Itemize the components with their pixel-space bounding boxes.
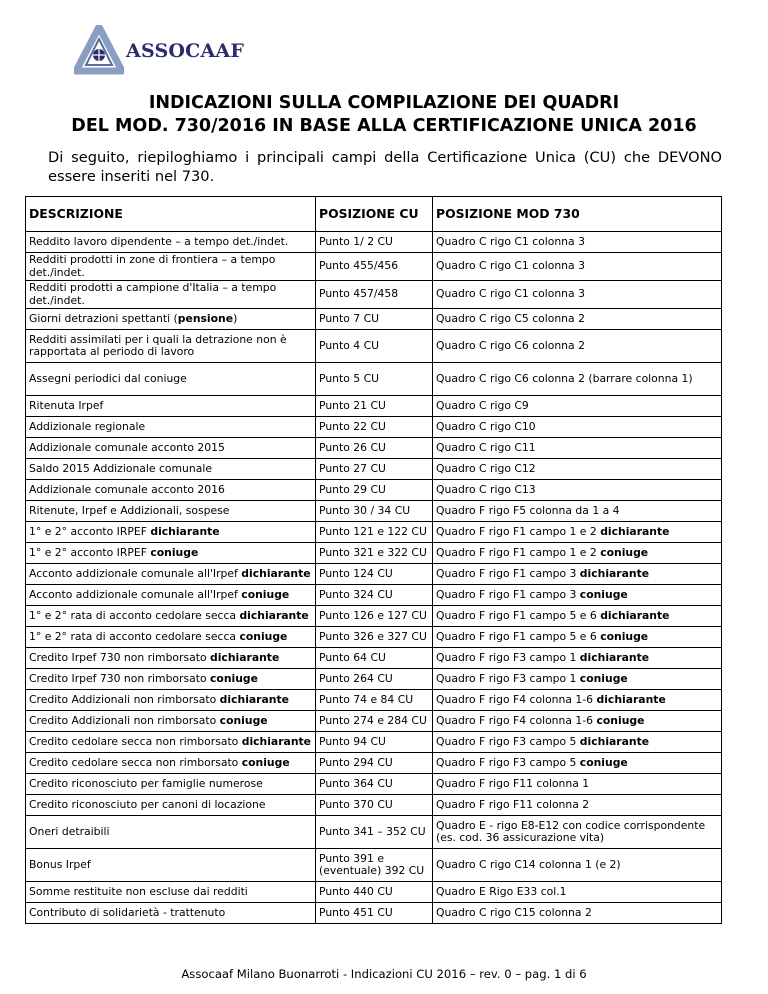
cell-descrizione	[26, 564, 316, 585]
cell-text: Oneri detraibili	[29, 824, 110, 838]
table-row	[26, 795, 722, 816]
cell-posizione-730	[433, 849, 722, 882]
bold-keyword: coniuge	[579, 587, 628, 601]
header-posizione-730: POSIZIONE MOD 730	[433, 197, 722, 232]
cell-posizione-cu: Punto 324 CU	[316, 585, 433, 606]
bold-keyword: coniuge	[241, 587, 290, 601]
cell-text: Quadro F rigo F1 campo 5 e 6	[436, 608, 601, 622]
cell-posizione-cu: Punto 4 CU	[316, 330, 433, 363]
cell-descrizione	[26, 522, 316, 543]
cell-text: Redditi assimilati per i quali la detrazione non è rapportata al periodo di lavoro	[29, 332, 287, 358]
cell-posizione-cu: Punto 27 CU	[316, 459, 433, 480]
bold-keyword: dichiarante	[579, 566, 650, 580]
cell-posizione-730	[433, 606, 722, 627]
cell-descrizione	[26, 648, 316, 669]
cell-posizione-730	[433, 690, 722, 711]
page-title	[0, 92, 768, 138]
cell-posizione-cu: Punto 370 CU	[316, 795, 433, 816]
cell-text: Quadro F rigo F1 campo 3	[436, 566, 580, 580]
cell-text: Quadro F rigo F3 campo 5	[436, 734, 580, 748]
cell-posizione-730	[433, 480, 722, 501]
cell-posizione-730	[433, 417, 722, 438]
cell-text: Quadro F rigo F3 campo 5	[436, 755, 580, 769]
bold-keyword: dichiarante	[579, 734, 650, 748]
bold-keyword: coniuge	[600, 629, 649, 643]
cell-text: Credito riconosciuto per famiglie numerose	[29, 776, 263, 790]
bold-keyword: dichiarante	[241, 566, 311, 580]
cell-descrizione	[26, 690, 316, 711]
cell-text: Contributo di solidarietà - trattenuto	[29, 905, 226, 919]
header-descrizione: DESCRIZIONE	[26, 197, 316, 232]
table-row	[26, 627, 722, 648]
cell-posizione-730	[433, 459, 722, 480]
cell-text: Addizionale comunale acconto 2015	[29, 440, 225, 454]
bold-keyword: coniuge	[596, 713, 645, 727]
cell-text: Quadro E Rigo E33 col.1	[436, 884, 567, 898]
cell-text: Credito cedolare secca non rimborsato	[29, 734, 242, 748]
cell-text: Quadro F rigo F11 colonna 2	[436, 797, 590, 811]
table-row	[26, 330, 722, 363]
cell-posizione-730	[433, 882, 722, 903]
table-row	[26, 732, 722, 753]
cell-posizione-cu: Punto 364 CU	[316, 774, 433, 795]
bold-keyword: dichiarante	[596, 692, 666, 706]
cell-text: Quadro C rigo C15 colonna 2	[436, 905, 592, 919]
cell-text: 1° e 2° acconto IRPEF	[29, 524, 151, 538]
cell-posizione-cu: Punto 94 CU	[316, 732, 433, 753]
logo-text: ASSOCAAF	[126, 40, 245, 62]
table-row	[26, 543, 722, 564]
cell-posizione-cu: Punto 457/458	[316, 281, 433, 309]
cell-posizione-730	[433, 627, 722, 648]
table-row	[26, 564, 722, 585]
cell-text: Quadro F rigo F4 colonna 1-6	[436, 692, 597, 706]
cell-text: Bonus Irpef	[29, 857, 91, 871]
cell-text: Quadro F rigo F1 campo 3	[436, 587, 580, 601]
cell-descrizione	[26, 281, 316, 309]
cell-posizione-730	[433, 795, 722, 816]
cell-text: Quadro E - rigo E8-E12 con codice corrispondente (es. cod. 36 assicurazione vita)	[436, 818, 706, 844]
table-row	[26, 774, 722, 795]
cell-descrizione	[26, 480, 316, 501]
cell-posizione-730	[433, 232, 722, 253]
cell-descrizione	[26, 585, 316, 606]
cell-text: Quadro F rigo F4 colonna 1-6	[436, 713, 597, 727]
table-row	[26, 396, 722, 417]
cell-descrizione	[26, 795, 316, 816]
header-posizione-cu: POSIZIONE CU	[316, 197, 433, 232]
cell-descrizione	[26, 232, 316, 253]
cell-posizione-cu: Punto 121 e 122 CU	[316, 522, 433, 543]
table-row	[26, 816, 722, 849]
cell-posizione-730	[433, 309, 722, 330]
cell-posizione-730	[433, 522, 722, 543]
bold-keyword: dichiarante	[239, 608, 309, 622]
table-row	[26, 690, 722, 711]
bold-keyword: dichiarante	[150, 524, 220, 538]
bold-keyword: coniuge	[219, 713, 268, 727]
cell-posizione-cu: Punto 264 CU	[316, 669, 433, 690]
cell-posizione-730	[433, 816, 722, 849]
table-row	[26, 585, 722, 606]
cell-posizione-cu: Punto 1/ 2 CU	[316, 232, 433, 253]
bold-keyword: pensione	[177, 311, 234, 325]
bold-keyword: dichiarante	[600, 608, 670, 622]
cell-descrizione	[26, 774, 316, 795]
intro-paragraph: Di seguito, riepiloghiamo i principali campi della Certificazione Unica (CU) che DEVONO essere inseriti nel 730.	[48, 149, 722, 185]
cell-descrizione	[26, 753, 316, 774]
cell-descrizione	[26, 363, 316, 396]
cell-posizione-730	[433, 585, 722, 606]
cell-text: Quadro F rigo F11 colonna 1	[436, 776, 590, 790]
table-row	[26, 363, 722, 396]
table-row	[26, 281, 722, 309]
cell-text: Credito cedolare secca non rimborsato	[29, 755, 242, 769]
cell-descrizione	[26, 903, 316, 924]
cell-text: Quadro F rigo F1 campo 1 e 2	[436, 524, 601, 538]
bold-keyword: dichiarante	[210, 650, 280, 664]
cell-posizione-730	[433, 774, 722, 795]
logo	[74, 24, 264, 78]
cell-descrizione	[26, 606, 316, 627]
cell-posizione-730	[433, 564, 722, 585]
cell-text: Acconto addizionale comunale all'Irpef	[29, 587, 242, 601]
bold-keyword: coniuge	[579, 755, 628, 769]
cell-text: Quadro C rigo C13	[436, 482, 536, 496]
cell-descrizione	[26, 882, 316, 903]
table-row	[26, 648, 722, 669]
table-row	[26, 501, 722, 522]
cell-descrizione	[26, 417, 316, 438]
cell-text: Quadro F rigo F1 campo 5 e 6	[436, 629, 601, 643]
cell-text: Credito Irpef 730 non rimborsato	[29, 650, 210, 664]
table-row	[26, 903, 722, 924]
cell-posizione-cu: Punto 5 CU	[316, 363, 433, 396]
cell-posizione-cu: Punto 22 CU	[316, 417, 433, 438]
cell-posizione-730	[433, 669, 722, 690]
cell-text: Giorni detrazioni spettanti (	[29, 311, 178, 325]
bold-keyword: coniuge	[150, 545, 199, 559]
cell-text: Quadro F rigo F1 campo 1 e 2	[436, 545, 601, 559]
bold-keyword: coniuge	[239, 629, 288, 643]
cell-posizione-cu: Punto 21 CU	[316, 396, 433, 417]
cell-posizione-cu: Punto 294 CU	[316, 753, 433, 774]
cu-table	[25, 196, 722, 924]
bold-keyword: coniuge	[600, 545, 649, 559]
table-row	[26, 849, 722, 882]
table-row	[26, 882, 722, 903]
cell-posizione-730	[433, 543, 722, 564]
cell-text: Quadro C rigo C9	[436, 398, 529, 412]
cell-text: Quadro C rigo C1 colonna 3	[436, 259, 585, 273]
cell-descrizione	[26, 501, 316, 522]
cell-posizione-cu: Punto 126 e 127 CU	[316, 606, 433, 627]
cell-text: Quadro C rigo C1 colonna 3	[436, 287, 585, 301]
cell-descrizione	[26, 543, 316, 564]
cell-text: Quadro C rigo C11	[436, 440, 536, 454]
cell-text: Credito riconosciuto per canoni di locazione	[29, 797, 266, 811]
title-line-2: DEL MOD. 730/2016 IN BASE ALLA CERTIFICAZIONE UNICA 2016	[71, 116, 697, 136]
cell-text: Quadro C rigo C12	[436, 461, 536, 475]
cell-posizione-cu: Punto 74 e 84 CU	[316, 690, 433, 711]
table-row	[26, 711, 722, 732]
cell-posizione-cu: Punto 391 e (eventuale) 392 CU	[316, 849, 433, 882]
cell-text: Saldo 2015 Addizionale comunale	[29, 461, 212, 475]
table-row	[26, 438, 722, 459]
cell-posizione-cu: Punto 321 e 322 CU	[316, 543, 433, 564]
cell-text: Quadro C rigo C6 colonna 2 (barrare colonna 1)	[436, 371, 693, 385]
bold-keyword: coniuge	[210, 671, 258, 685]
cell-descrizione	[26, 396, 316, 417]
table-row	[26, 232, 722, 253]
cell-descrizione	[26, 309, 316, 330]
cell-text: Reddito lavoro dipendente – a tempo det./indet.	[29, 234, 289, 248]
cell-posizione-730	[433, 753, 722, 774]
cell-descrizione	[26, 459, 316, 480]
cell-posizione-cu: Punto 124 CU	[316, 564, 433, 585]
table-row	[26, 253, 722, 281]
cell-posizione-cu: Punto 29 CU	[316, 480, 433, 501]
bold-keyword: dichiarante	[600, 524, 670, 538]
cell-descrizione	[26, 438, 316, 459]
cell-posizione-730	[433, 253, 722, 281]
cell-posizione-cu: Punto 26 CU	[316, 438, 433, 459]
table-row	[26, 480, 722, 501]
cell-posizione-730	[433, 648, 722, 669]
cell-posizione-730	[433, 732, 722, 753]
table-row	[26, 669, 722, 690]
cell-posizione-cu: Punto 30 / 34 CU	[316, 501, 433, 522]
cell-text: Credito Addizionali non rimborsato	[29, 692, 220, 706]
table-header-row	[26, 197, 722, 232]
cell-descrizione	[26, 711, 316, 732]
cell-text: Quadro C rigo C6 colonna 2	[436, 338, 585, 352]
cell-posizione-730	[433, 363, 722, 396]
cell-text: Addizionale comunale acconto 2016	[29, 482, 225, 496]
cell-posizione-cu: Punto 440 CU	[316, 882, 433, 903]
cell-text: Quadro F rigo F3 campo 1	[436, 650, 580, 664]
cell-text: Quadro C rigo C14 colonna 1 (e 2)	[436, 857, 621, 871]
cell-text: 1° e 2° rata di acconto cedolare secca	[29, 608, 240, 622]
cell-posizione-730	[433, 438, 722, 459]
cell-text: Quadro C rigo C10	[436, 419, 536, 433]
cell-text: Ritenute, Irpef e Addizionali, sospese	[29, 503, 230, 517]
cell-descrizione	[26, 330, 316, 363]
cell-posizione-730	[433, 711, 722, 732]
bold-keyword: dichiarante	[241, 734, 312, 748]
cell-posizione-cu: Punto 274 e 284 CU	[316, 711, 433, 732]
cell-descrizione	[26, 816, 316, 849]
table-row	[26, 522, 722, 543]
cell-text: Quadro F rigo F3 campo 1	[436, 671, 580, 685]
cell-posizione-cu: Punto 64 CU	[316, 648, 433, 669]
cell-text: Redditi prodotti in zone di frontiera – a tempo det./indet.	[29, 253, 276, 279]
cell-text: Quadro C rigo C1 colonna 3	[436, 234, 585, 248]
bold-keyword: coniuge	[579, 671, 628, 685]
cell-text: 1° e 2° rata di acconto cedolare secca	[29, 629, 240, 643]
cell-text: Credito Addizionali non rimborsato	[29, 713, 220, 727]
triangle-logo-icon	[74, 25, 124, 77]
bold-keyword: dichiarante	[219, 692, 289, 706]
cell-text: Assegni periodici dal coniuge	[29, 371, 187, 385]
cell-posizione-730	[433, 903, 722, 924]
table-row	[26, 459, 722, 480]
cell-posizione-730	[433, 330, 722, 363]
cell-text: Quadro F rigo F5 colonna da 1 a 4	[436, 503, 620, 517]
cell-text: Credito Irpef 730 non rimborsato	[29, 671, 210, 685]
cell-text: Redditi prodotti a campione d'Italia – a tempo det./indet.	[29, 281, 277, 307]
title-line-1: INDICAZIONI SULLA COMPILAZIONE DEI QUADRI	[148, 93, 620, 113]
cell-posizione-cu: Punto 326 e 327 CU	[316, 627, 433, 648]
cell-text: Acconto addizionale comunale all'Irpef	[29, 566, 242, 580]
cell-posizione-730	[433, 281, 722, 309]
cell-posizione-cu: Punto 455/456	[316, 253, 433, 281]
cell-text: Ritenuta Irpef	[29, 398, 104, 412]
cell-descrizione	[26, 669, 316, 690]
cell-descrizione	[26, 849, 316, 882]
bold-keyword: dichiarante	[579, 650, 650, 664]
cell-descrizione	[26, 253, 316, 281]
cell-posizione-cu: Punto 451 CU	[316, 903, 433, 924]
cell-posizione-cu: Punto 341 – 352 CU	[316, 816, 433, 849]
table-row	[26, 417, 722, 438]
cell-text: Quadro C rigo C5 colonna 2	[436, 311, 585, 325]
cell-posizione-cu: Punto 7 CU	[316, 309, 433, 330]
cell-text: Somme restituite non escluse dai redditi	[29, 884, 248, 898]
cell-text: Addizionale regionale	[29, 419, 146, 433]
cell-posizione-730	[433, 501, 722, 522]
table-row	[26, 606, 722, 627]
table-row	[26, 309, 722, 330]
cell-text: 1° e 2° acconto IRPEF	[29, 545, 151, 559]
bold-keyword: coniuge	[241, 755, 290, 769]
cell-text: )	[233, 311, 238, 325]
cell-descrizione	[26, 732, 316, 753]
table-row	[26, 753, 722, 774]
page-footer: Assocaaf Milano Buonarroti - Indicazioni CU 2016 – rev. 0 – pag. 1 di 6	[181, 967, 587, 981]
cell-descrizione	[26, 627, 316, 648]
cell-posizione-730	[433, 396, 722, 417]
